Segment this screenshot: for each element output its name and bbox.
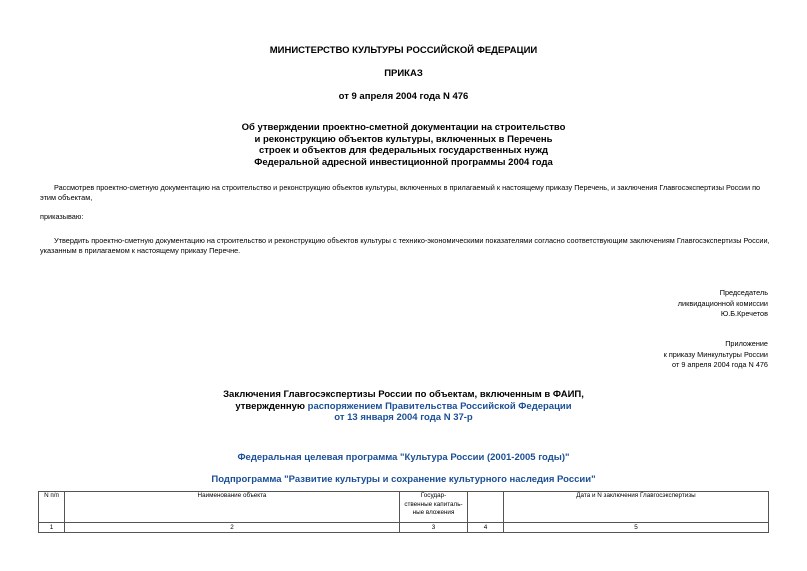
column-number-cell: 4: [468, 523, 504, 533]
doc-date-number: от 9 апреля 2004 года N 476: [338, 91, 469, 102]
title-line: Федеральной адресной инвестиционной программы 2004 года: [254, 156, 553, 168]
table-header-row: [39, 492, 769, 523]
subprogram-heading: Подпрограмма "Развитие культуры и сохранение культурного наследия России": [211, 474, 596, 485]
objects-table: [38, 491, 769, 533]
appendix-date: от 9 апреля 2004 года N 476: [672, 360, 768, 369]
column-number-cell: 2: [65, 523, 400, 533]
column-number-cell: 5: [504, 523, 769, 533]
decree-date-link[interactable]: от 13 января 2004 года N 37-р: [334, 412, 473, 423]
appendix-order-ref: к приказу Минкультуры России: [663, 349, 768, 359]
investments-line: Государ-: [420, 492, 447, 499]
header-cell-object-name: Наименование объекта: [65, 492, 400, 523]
title-line: Об утверждении проектно-сметной документации на строительство: [241, 122, 566, 133]
paragraph-considering: Рассмотрев проектно-сметную документацию на строительство и реконструкцию объектов культуры, включенных в прилагаемый к настоящему приказу Перечень, и заключения Главгосэкспертизы России по этим объектам,: [40, 183, 761, 202]
signature-commission: ликвидационной комиссии: [677, 298, 768, 308]
ministry-heading: МИНИСТЕРСТВО КУЛЬТУРЫ РОССИЙСКОЙ ФЕДЕРАЦИИ: [269, 45, 538, 56]
investments-line: ственные капиталь-: [404, 500, 463, 508]
document-title: [0, 122, 807, 168]
paragraph-order: приказываю:: [40, 212, 84, 221]
conclusions-line: Заключения Главгосэкспертизы России по объектам, включенным в ФАИП,: [223, 389, 584, 400]
doc-type-heading: ПРИКАЗ: [384, 68, 423, 79]
conclusions-heading: [0, 389, 807, 424]
column-number-cell: 1: [39, 523, 65, 533]
header-cell-investments: [400, 492, 468, 523]
investments-line: ные вложения: [412, 509, 455, 516]
signature-name: Ю.Б.Кречетов: [720, 309, 768, 318]
program-heading: Федеральная целевая программа "Культура России (2001-2005 годы)": [237, 452, 570, 463]
title-line: строек и объектов для федеральных государственных нужд: [258, 145, 549, 156]
conclusions-prefix: утвержденную: [235, 400, 308, 412]
conclusions-line: [0, 401, 807, 413]
signature-position: Председатель: [719, 288, 768, 297]
header-cell-number: N п/п: [39, 492, 65, 523]
appendix-label: Приложение: [725, 339, 768, 348]
government-decree-link[interactable]: распоряжением Правительства Российской Федерации: [307, 400, 572, 412]
signature-block: [678, 288, 768, 320]
header-cell-empty: [468, 492, 504, 523]
table-row: [39, 523, 769, 533]
header-cell-conclusion-date: Дата и N заключения Главгосэкспертизы: [504, 492, 769, 523]
appendix-block: [664, 339, 768, 371]
column-number-cell: 3: [400, 523, 468, 533]
title-line: и реконструкцию объектов культуры, включенных в Перечень: [254, 133, 553, 145]
paragraph-approve: Утвердить проектно-сметную документацию на строительство и реконструкцию объектов культуры с технико-экономическими показателями согласно соответствующим заключениям Главгосэкспертизы России, указанным в прилагаемом к настоящему приказу Перечне.: [40, 236, 770, 255]
